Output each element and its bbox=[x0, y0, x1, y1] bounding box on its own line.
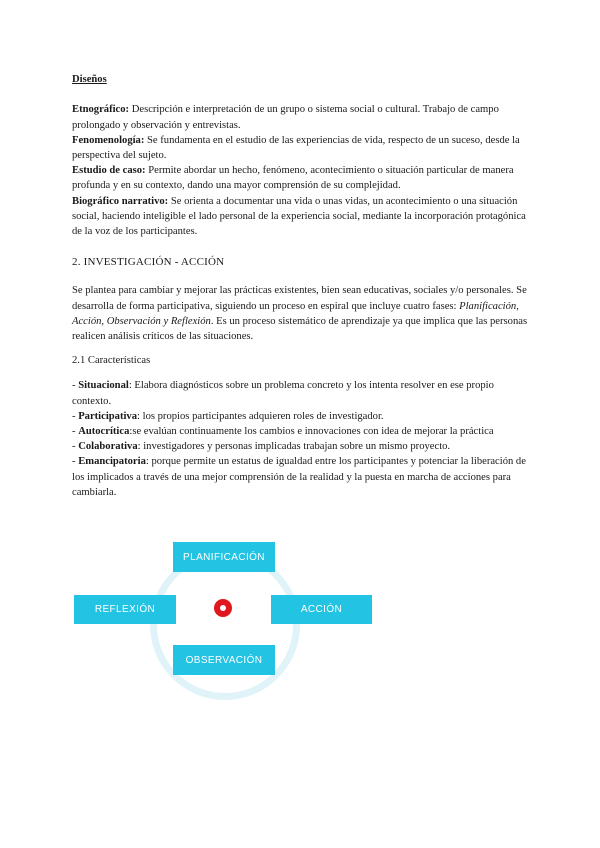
section-heading: 2. INVESTIGACIÓN - ACCIÓN bbox=[72, 256, 225, 269]
design-item-biografico bbox=[72, 194, 528, 240]
intro-text: Se plantea para cambiar y mejorar las prácticas existentes, bien sean educativas, sociales y/o personales. Se desarrolla de forma participativa, siguiendo un proceso en espiral que incluye cuatro fases: bbox=[72, 285, 527, 312]
characteristic-term: Situacional bbox=[78, 380, 129, 392]
intro-phases: Planificación, Acción, Observación y Reflexión bbox=[72, 300, 519, 327]
cycle-ring bbox=[150, 550, 300, 700]
design-term: Etnográfico: bbox=[72, 104, 130, 116]
document-body bbox=[72, 72, 528, 500]
center-target-icon bbox=[214, 599, 232, 617]
design-item-estudio-de-caso bbox=[72, 163, 528, 193]
list-item: - Emancipatoria: porque permite un estatus de igualdad entre los participantes y potenciar la liberación de los implicados a través de una mejor comprensión de la realidad y la puesta en marcha de acciones para cambiarla. bbox=[72, 456, 526, 498]
characteristic-term: Participativa bbox=[78, 410, 138, 422]
phase-accion: ACCIÓN bbox=[271, 595, 372, 624]
phase-planificacion: PLANIFICACIÓN bbox=[173, 542, 275, 572]
design-text: Permite abordar un hecho, fenómeno, acontecimiento o situación particular de manera profunda y en su contexto, dando una mayor comprensión de su complejidad. bbox=[72, 165, 514, 192]
list-item: - Participativa: los propios participantes adquieren roles de investigador. bbox=[72, 410, 384, 422]
intro-text-end: . Es un proceso sistemático de aprendizaje ya que implica que las personas realicen análisis críticos de las situaciones. bbox=[72, 315, 528, 343]
design-text: Se fundamenta en el estudio de las experiencias de vida, respecto de un suceso, desde la perspectiva del sujeto. bbox=[72, 134, 520, 161]
characteristics-list bbox=[72, 378, 528, 500]
design-term: Fenomenología: bbox=[72, 134, 145, 146]
subsection-heading: 2.1 Características bbox=[72, 355, 151, 367]
characteristic-term: Colaborativa bbox=[78, 441, 138, 453]
characteristic-text: : Elabora diagnósticos sobre un problema concreto y los intenta resolver en ese propio contexto. bbox=[72, 380, 494, 407]
design-item-fenomenologia bbox=[72, 133, 528, 163]
action-research-cycle-diagram bbox=[74, 532, 374, 684]
design-term: Estudio de caso: bbox=[72, 165, 146, 177]
characteristic-term: Emancipatoria bbox=[78, 456, 146, 468]
design-text: Descripción e interpretación de un grupo o sistema social o cultural. Trabajo de campo prolongado y observación y entrevistas. bbox=[72, 104, 499, 131]
designs-title: Diseños bbox=[72, 74, 107, 85]
phase-reflexion: REFLEXIÓN bbox=[74, 595, 176, 624]
section-intro bbox=[72, 283, 528, 344]
characteristic-term: Autocrítica bbox=[78, 426, 130, 438]
list-item: - Autocrítica:se evalúan continuamente los cambios e innovaciones con idea de mejorar la práctica bbox=[72, 426, 494, 438]
phase-observacion: OBSERVACIÓN bbox=[173, 645, 275, 675]
design-term: Biográfico narrativo: bbox=[72, 195, 169, 207]
characteristic-text: : investigadores y personas implicadas trabajan sobre un mismo proyecto. bbox=[137, 441, 451, 453]
characteristic-text: :se evalúan continuamente los cambios e innovaciones con idea de mejorar la práctica bbox=[129, 426, 494, 438]
characteristic-text: : los propios participantes adquieren roles de investigador. bbox=[137, 410, 384, 422]
design-text: Se orienta a documentar una vida o unas vidas, un acontecimiento o una situación social, haciendo inteligible el lado personal de la experiencia social, mediante la incorporación protagónica de la voz de los participantes. bbox=[72, 195, 526, 238]
characteristic-text: : porque permite un estatus de igualdad entre los participantes y potenciar la liberación de los implicados a través de una mejor comprensión de la realidad y la puesta en marcha de acciones para cambiarla. bbox=[72, 456, 526, 498]
list-item: - Colaborativa: investigadores y personas implicadas trabajan sobre un mismo proyecto. bbox=[72, 441, 451, 453]
design-item-etnografico bbox=[72, 102, 528, 132]
list-item: - Situacional: Elabora diagnósticos sobre un problema concreto y los intenta resolver en ese propio contexto. bbox=[72, 380, 494, 407]
